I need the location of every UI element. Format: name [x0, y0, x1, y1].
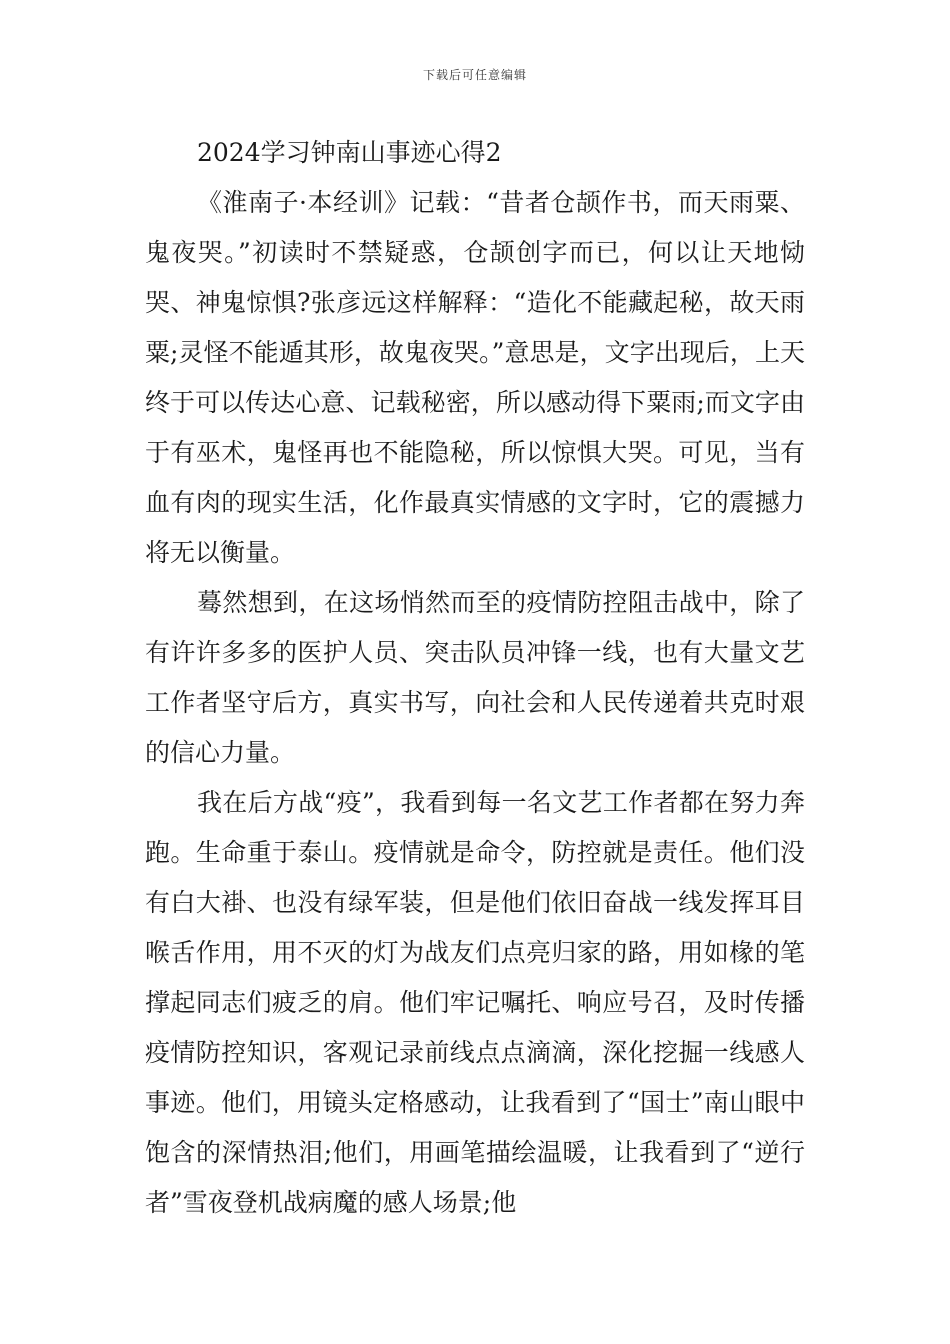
paragraph-3: 我在后方战“疫”，我看到每一名文艺工作者都在努力奔跑。生命重于泰山。疫情就是命令，防控就是责任。他们没有白大褂、也没有绿军装，但是他们依旧奋战一线发挥耳目喉舌作用，用不灭的灯为战友们点亮归家的路，用如椽的笔撑起同志们疲乏的肩。他们牢记嘱托、响应号召，及时传播疫情防控知识，客观记录前线点点滴滴，深化挖掘一线感人事迹。他们，用镜头定格感动，让我看到了“国士”南山眼中饱含的深情热泪;他们，用画笔描绘温暖，让我看到了“逆行者”雪夜登机战病魔的感人场景;他 — [145, 788, 805, 1217]
document-body — [145, 128, 805, 1228]
header-note: 下载后可任意编辑 — [422, 68, 527, 82]
paragraph-1: 《淮南子·本经训》记载：“昔者仓颉作书，而天雨粟、鬼夜哭。”初读时不禁疑惑，仓颉创字而已，何以让天地恸哭、神鬼惊惧?张彦远这样解释：“造化不能藏起秘，故天雨粟;灵怪不能遁其形，故鬼夜哭。”意思是，文字出现后，上天终于可以传达心意、记载秘密，所以感动得下粟雨;而文字由于有巫术，鬼怪再也不能隐秘，所以惊惧大哭。可见，当有血有肉的现实生活，化作最真实情感的文字时，它的震撼力将无以衡量。 — [145, 188, 805, 567]
paragraph-2: 蓦然想到，在这场悄然而至的疫情防控阻击战中，除了有许许多多的医护人员、突击队员冲锋一线，也有大量文艺工作者坚守后方，真实书写，向社会和人民传递着共克时艰的信心力量。 — [145, 588, 805, 767]
document-title: 2024学习钟南山事迹心得2 — [197, 138, 502, 167]
